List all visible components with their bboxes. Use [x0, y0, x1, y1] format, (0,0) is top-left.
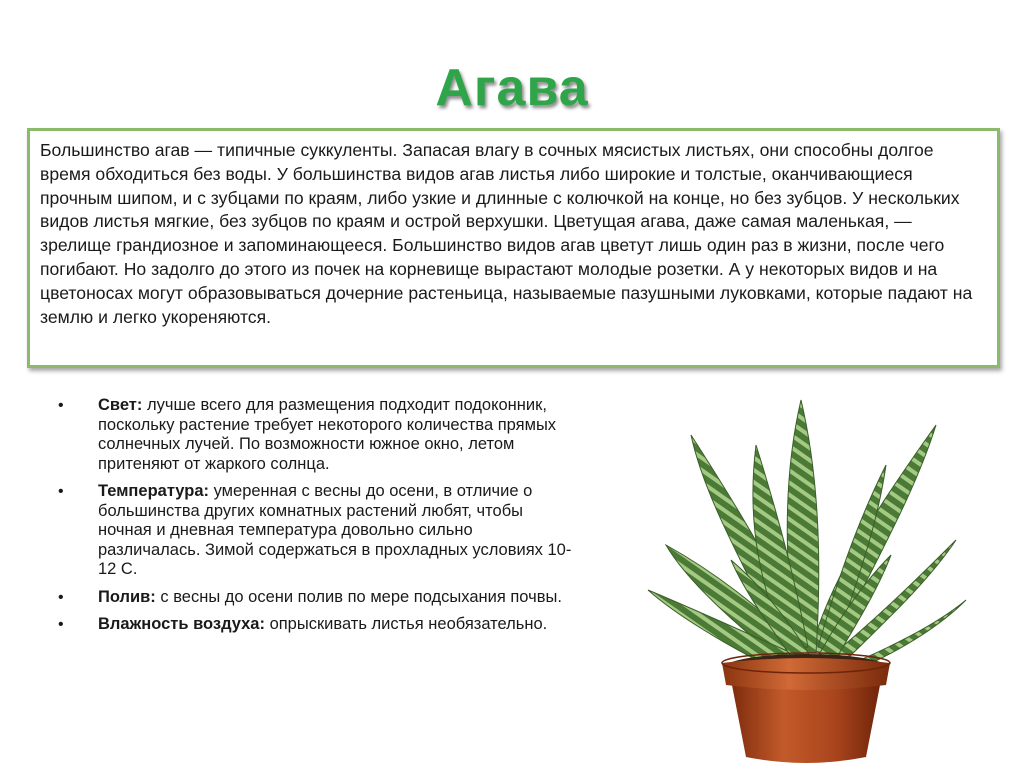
care-bullet-list	[58, 396, 578, 643]
bullet-light	[58, 396, 578, 474]
bullet-label: Свет:	[98, 396, 143, 414]
bullet-temperature	[58, 482, 578, 580]
bullet-label: Влажность воздуха:	[98, 615, 265, 633]
slide-title: Агава	[435, 59, 589, 117]
bullet-text: с весны до осени полив по мере подсыхания почвы.	[155, 587, 562, 606]
intro-paragraph: Большинство агав — типичные суккуленты. Запасая влагу в сочных мясистых листьях, они способны долгое время обходиться без воды. У большинства видов агав листья либо широкие и толстые, оканчивающиеся прочным шипом, и с зубцами по краям, либо узкие и длинные с колючкой на конце, но без зубцов. У нескольких видов листья мягкие, без зубцов по краям и острой верхушки. Цветущая агава, даже самая маленькая, — зрелище грандиозное и запоминающееся. Большинство видов агав цветут лишь один раз в жизни, после чего погибают. Но задолго до этого из почек на корневище вырастают молодые розетки. А у некоторых видов и на цветоносах могут образовываться дочерние растеньица, называемые пазушными луковками, которые падают на землю и легко укореняются.	[40, 140, 973, 327]
bullet-marker: •	[58, 588, 64, 606]
bullet-label: Полив:	[98, 587, 156, 606]
bullet-marker: •	[58, 483, 64, 500]
bullet-text: умеренная с весны до осени, в отличие о большинства других комнатных растений любят, чтобы ночная и дневная температура довольно сильно различалась. Зимой содержаться в прохладных условиях 10-12 С.	[98, 482, 572, 578]
bullet-label: Температура:	[98, 482, 210, 500]
bullet-humidity	[58, 615, 578, 635]
bullet-text: опрыскивать листья необязательно.	[264, 615, 548, 633]
bullet-watering	[58, 588, 578, 608]
agave-plant-in-pot-icon	[636, 385, 976, 767]
bullet-marker: •	[58, 397, 64, 414]
intro-text-box	[27, 128, 1000, 368]
bullet-text: лучше всего для размещения подходит подоконник, поскольку растение требует некоторого количества прямых солнечных лучей. По возможности южное окно, летом притеняют от жаркого солнца.	[98, 396, 557, 473]
bullet-marker: •	[58, 616, 64, 633]
